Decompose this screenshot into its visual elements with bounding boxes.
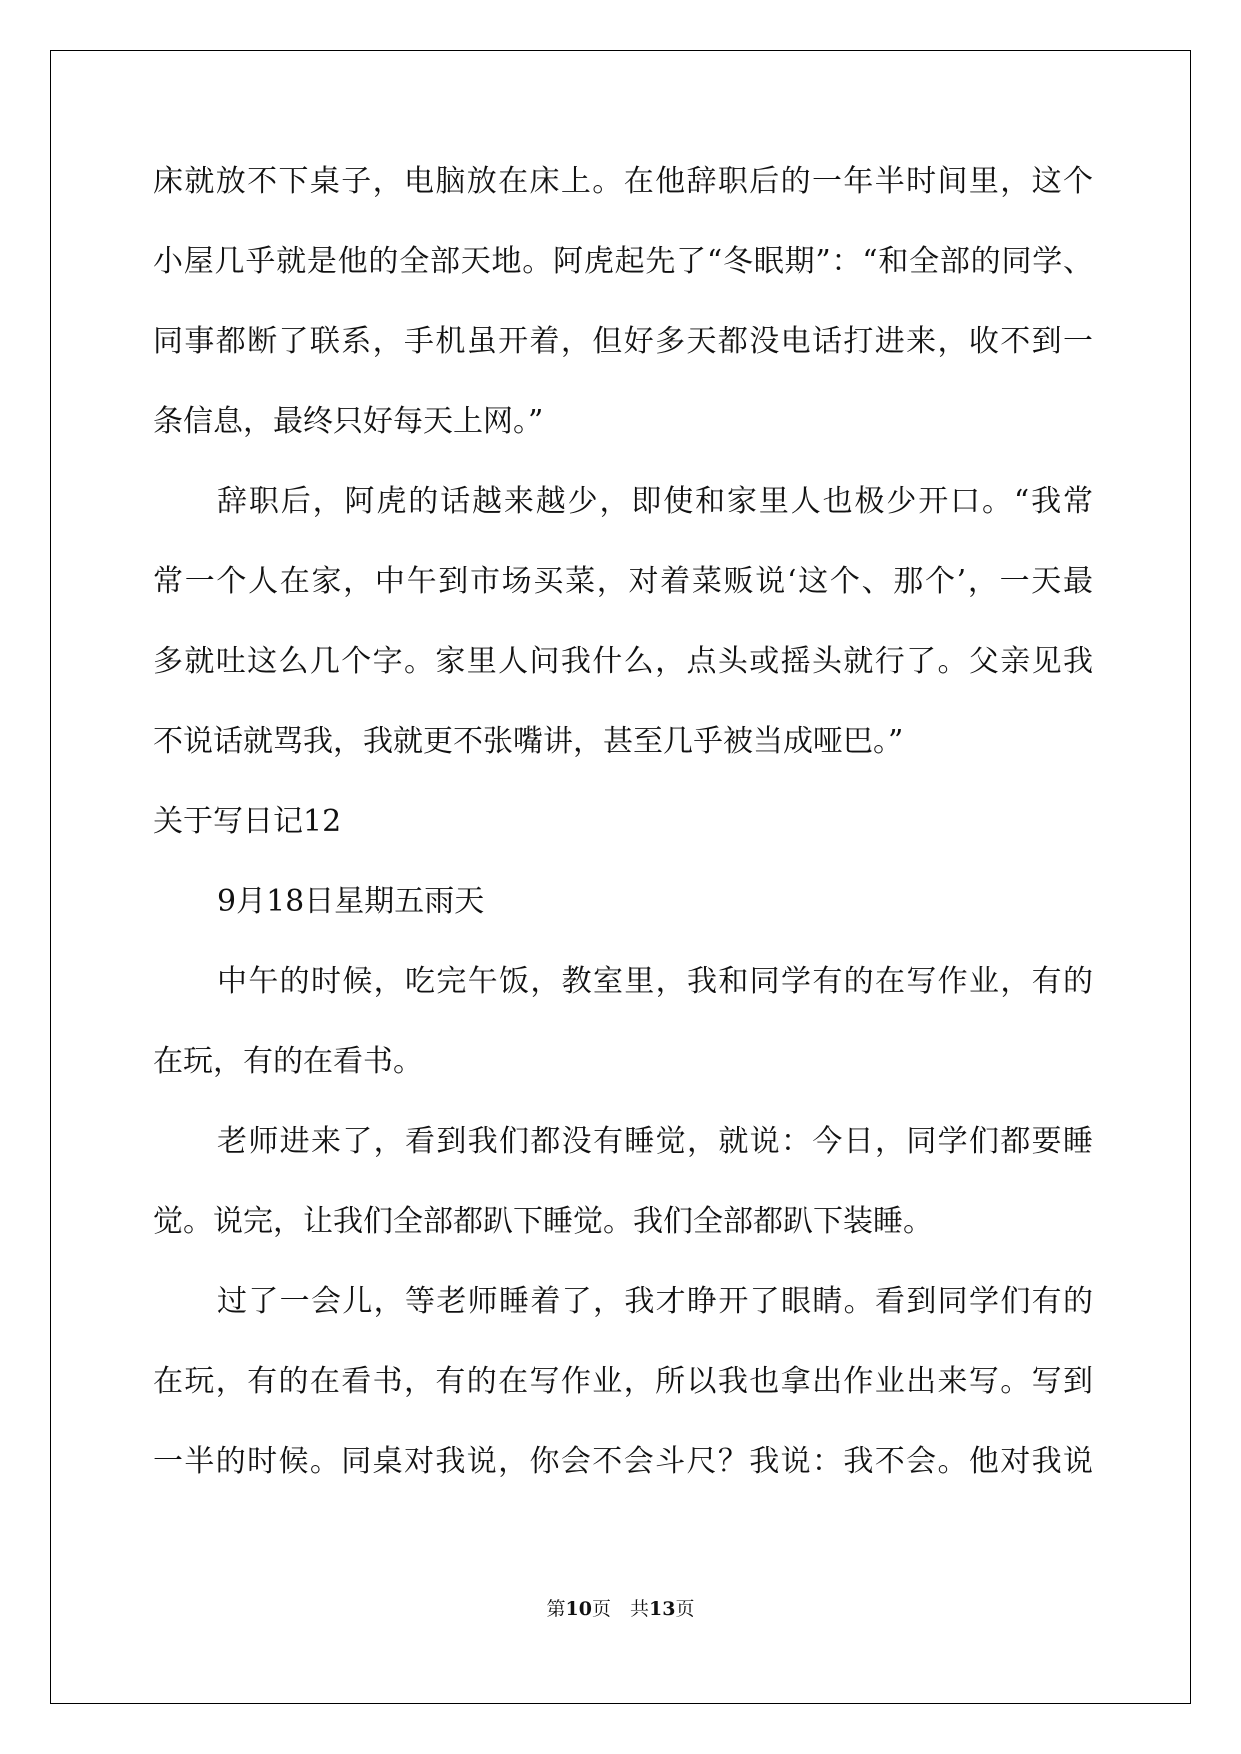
footer-mid: 页 共 bbox=[591, 1598, 649, 1620]
text-line-17: 一半的时候。同桌对我说，你会不会斗尺？我说：我不会。他对我说 bbox=[153, 1444, 1093, 1479]
text-line-8: 不说话就骂我，我就更不张嘴讲，甚至几乎被当成哑巴。” bbox=[153, 724, 904, 759]
page-footer bbox=[0, 1594, 1241, 1621]
text-line-7: 多就吐这么几个字。家里人问我什么，点头或摇头就行了。父亲见我 bbox=[153, 644, 1093, 679]
text-line-4: 条信息，最终只好每天上网。” bbox=[153, 404, 544, 439]
current-page-number: 10 bbox=[565, 1598, 592, 1620]
footer-suffix: 页 bbox=[675, 1598, 695, 1620]
text-line-5: 辞职后，阿虎的话越来越少，即使和家里人也极少开口。“我常 bbox=[217, 484, 1093, 519]
diary-date-line: 9月18日星期五雨天 bbox=[217, 884, 485, 919]
text-line-16: 在玩，有的在看书，有的在写作业，所以我也拿出作业出来写。写到 bbox=[153, 1364, 1093, 1399]
total-page-number: 13 bbox=[649, 1598, 676, 1620]
text-line-12: 在玩，有的在看书。 bbox=[153, 1044, 423, 1079]
text-line-14: 觉。说完，让我们全部都趴下睡觉。我们全部都趴下装睡。 bbox=[153, 1204, 933, 1239]
text-line-2: 小屋几乎就是他的全部天地。阿虎起先了“冬眠期”：“和全部的同学、 bbox=[153, 244, 1093, 279]
text-line-15: 过了一会儿，等老师睡着了，我才睁开了眼睛。看到同学们有的 bbox=[217, 1284, 1093, 1319]
text-line-1: 床就放不下桌子，电脑放在床上。在他辞职后的一年半时间里，这个 bbox=[153, 164, 1093, 199]
section-heading: 关于写日记12 bbox=[153, 804, 342, 839]
text-line-13: 老师进来了，看到我们都没有睡觉，就说：今日，同学们都要睡 bbox=[217, 1124, 1093, 1159]
footer-prefix: 第 bbox=[546, 1598, 566, 1620]
text-line-11: 中午的时候，吃完午饭，教室里，我和同学有的在写作业，有的 bbox=[217, 964, 1093, 999]
text-line-6: 常一个人在家，中午到市场买菜，对着菜贩说‘这个、那个’，一天最 bbox=[153, 564, 1093, 599]
text-line-3: 同事都断了联系，手机虽开着，但好多天都没电话打进来，收不到一 bbox=[153, 324, 1093, 359]
